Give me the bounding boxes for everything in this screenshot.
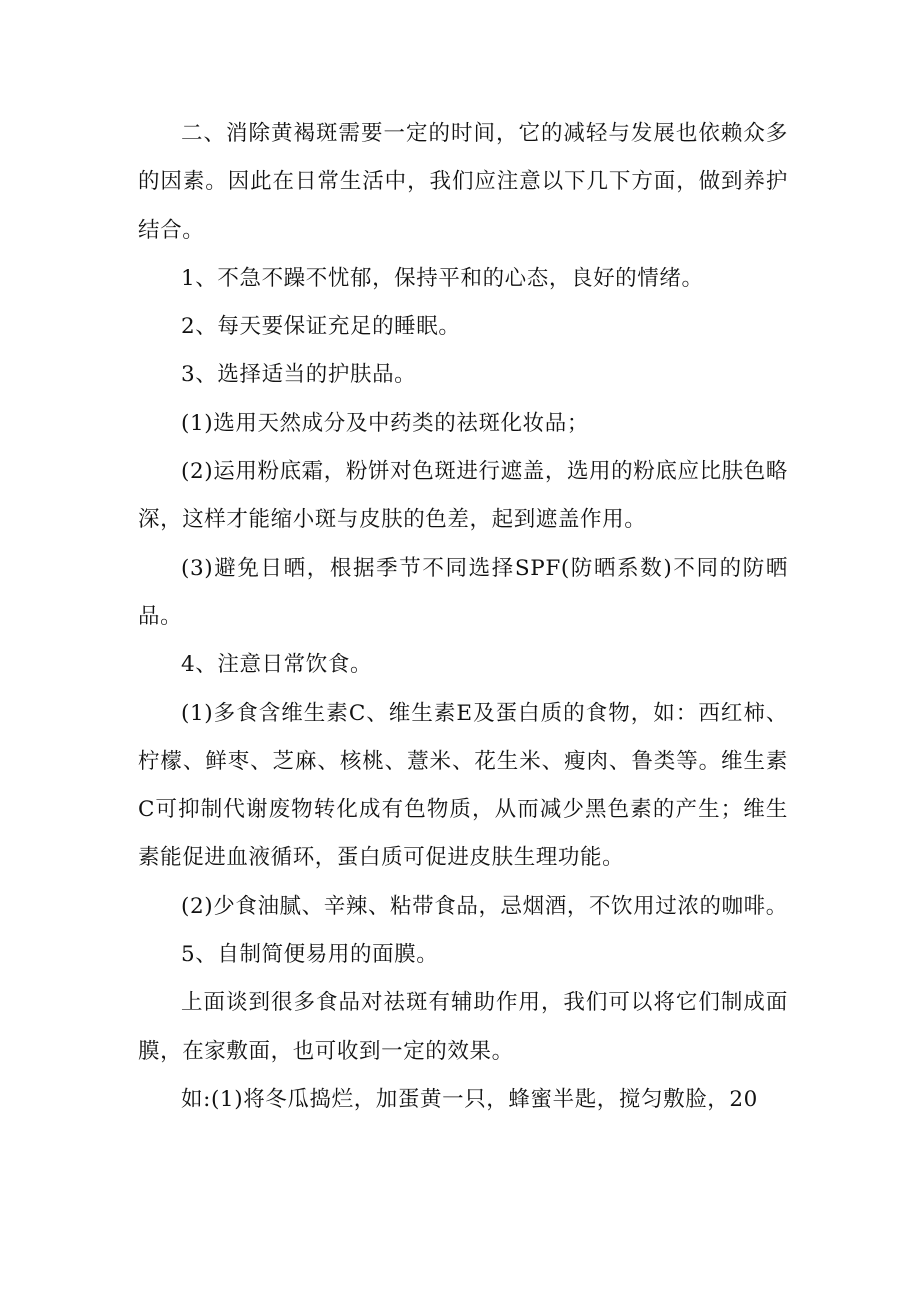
paragraph-item-5: 5、自制简便易用的面膜。 (181, 942, 439, 968)
paragraph-item-4: 4、注意日常饮食。 (181, 652, 373, 678)
paragraph-item-3: 3、选择适当的护肤品。 (181, 362, 417, 388)
paragraph-item-1: 1、不急不躁不忧郁，保持平和的心态，良好的情绪。 (181, 265, 704, 291)
paragraph-item-4-2: (2)少食油腻、辛辣、粘带食品，忌烟酒，不饮用过浓的咖啡。 (181, 893, 788, 919)
paragraph-intro: 二、消除黄褐斑需要一定的时间，它的减轻与发展也依赖众多的因素。因此在日常生活中，我们应注意以下几下方面，做到养护结合。 (138, 121, 788, 243)
paragraph-item-3-3: (3)避免日晒，根据季节不同选择SPF(防晒系数)不同的防晒品。 (138, 555, 788, 629)
document-page (138, 110, 788, 1124)
paragraph-item-3-2: (2)运用粉底霜，粉饼对色斑进行遮盖，选用的粉底应比肤色略深，这样才能缩小斑与皮肤的色差，起到遮盖作用。 (138, 459, 788, 533)
paragraph-item-2: 2、每天要保证充足的睡眠。 (181, 314, 461, 340)
paragraph-item-3-1: (1)选用天然成分及中药类的祛斑化妆品； (181, 410, 589, 436)
paragraph-mask-intro: 上面谈到很多食品对祛斑有辅助作用，我们可以将它们制成面膜，在家敷面，也可收到一定的效果。 (138, 990, 788, 1064)
paragraph-item-4-1: (1)多食含维生素C、维生素E及蛋白质的食物，如：西红柿、柠檬、鲜枣、芝麻、核桃、薏米、花生米、瘦肉、鲁类等。维生素C可抑制代谢废物转化成有色物质，从而减少黑色素的产生；维生素能促进血液循环，蛋白质可促进皮肤生理功能。 (138, 700, 788, 871)
paragraph-mask-example: 如:(1)将冬瓜捣烂，加蛋黄一只，蜂蜜半匙，搅匀敷脸，20 (181, 1086, 758, 1112)
